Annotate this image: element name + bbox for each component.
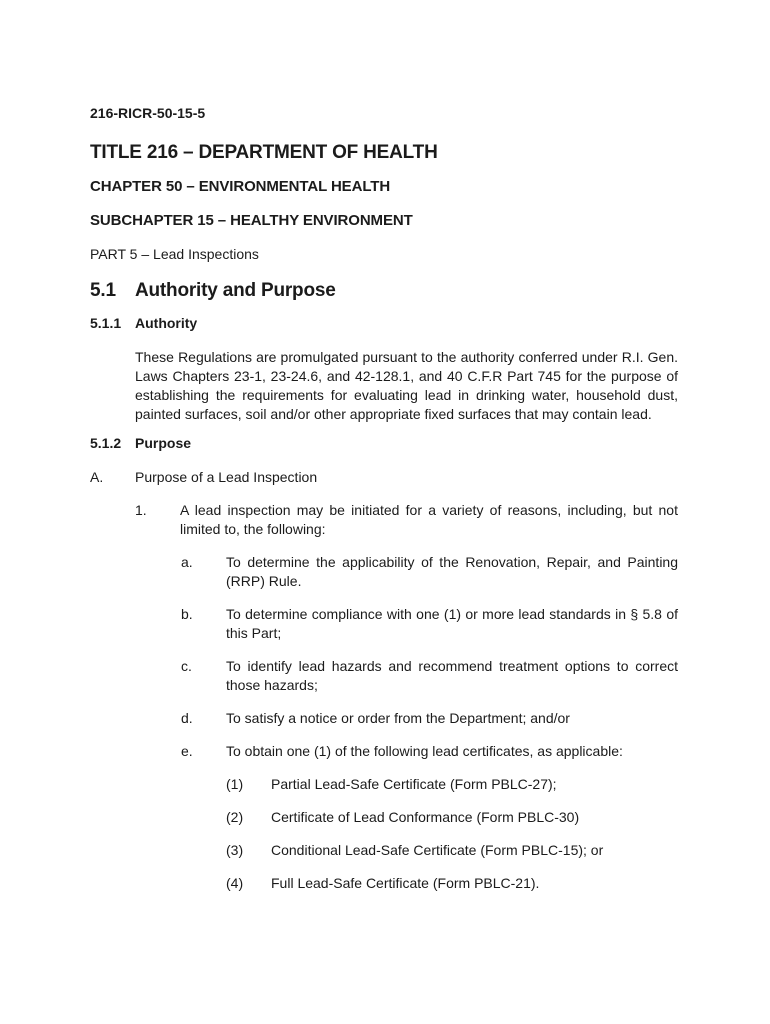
list-item-text: To obtain one (1) of the following lead certificates, as applicable: <box>226 743 623 759</box>
list-marker: b. <box>181 606 193 622</box>
list-item-text: Certificate of Lead Conformance (Form PBLC-30) <box>271 809 580 825</box>
list-marker: (2) <box>226 809 244 825</box>
section-title: Authority and Purpose <box>135 280 336 301</box>
subsection-number: 5.1.2 <box>90 435 122 451</box>
list-item-1 <box>135 501 678 539</box>
section-heading <box>90 279 678 303</box>
list-item-c <box>181 657 678 695</box>
list-item-text: Conditional Lead-Safe Certificate (Form PBLC-15); or <box>271 842 604 858</box>
list-marker: A. <box>90 469 104 485</box>
authority-paragraph: These Regulations are promulgated pursuant to the authority conferred under R.I. Gen. Laws Chapters 23-1, 23-24.6, and 42-128.1, and 40 C.F.R Part 745 for the purpose of establishing the requirements for evaluating lead in drinking water, household dust, painted surfaces, soil and/or other appropriate fixed surfaces that may contain lead. <box>135 349 678 422</box>
list-marker: c. <box>181 658 192 674</box>
list-marker: a. <box>181 554 193 570</box>
list-item-a <box>181 553 678 591</box>
subsection-title: Authority <box>135 315 198 331</box>
part-heading: PART 5 – Lead Inspections <box>90 246 259 262</box>
subsection-heading-authority <box>90 314 678 333</box>
subsection-heading-purpose <box>90 434 678 453</box>
list-marker: (4) <box>226 875 244 891</box>
list-item-text: To satisfy a notice or order from the Department; and/or <box>226 710 570 726</box>
document-title: TITLE 216 – DEPARTMENT OF HEALTH <box>90 142 438 163</box>
list-item-text: Purpose of a Lead Inspection <box>135 469 318 485</box>
chapter-heading: CHAPTER 50 – ENVIRONMENTAL HEALTH <box>90 178 391 195</box>
list-marker: d. <box>181 710 193 726</box>
list-marker: (3) <box>226 842 244 858</box>
list-item-text: To identify lead hazards and recommend treatment options to correct those hazards; <box>226 658 678 693</box>
certificate-item-2 <box>226 808 678 827</box>
list-item-text: Full Lead-Safe Certificate (Form PBLC-21). <box>271 875 540 891</box>
certificate-item-1 <box>226 775 678 794</box>
list-item-text: To determine the applicability of the Renovation, Repair, and Painting (RRP) Rule. <box>226 554 678 589</box>
list-marker: (1) <box>226 776 244 792</box>
subchapter-heading: SUBCHAPTER 15 – HEALTHY ENVIRONMENT <box>90 212 413 229</box>
list-item-text: A lead inspection may be initiated for a variety of reasons, including, but not limited to, the following: <box>180 502 678 537</box>
list-item-A <box>90 468 678 487</box>
list-item-d <box>181 709 678 728</box>
list-item-text: To determine compliance with one (1) or more lead standards in § 5.8 of this Part; <box>226 606 678 641</box>
certificate-item-4 <box>226 874 678 893</box>
certificate-item-3 <box>226 841 678 860</box>
list-item-e <box>181 742 678 761</box>
subsection-number: 5.1.1 <box>90 315 122 331</box>
subsection-title: Purpose <box>135 435 192 451</box>
list-marker: 1. <box>135 502 147 518</box>
list-item-b <box>181 605 678 643</box>
document-code: 216-RICR-50-15-5 <box>90 105 206 121</box>
list-item-text: Partial Lead-Safe Certificate (Form PBLC-27); <box>271 776 557 792</box>
list-marker: e. <box>181 743 193 759</box>
section-number: 5.1 <box>90 280 116 301</box>
